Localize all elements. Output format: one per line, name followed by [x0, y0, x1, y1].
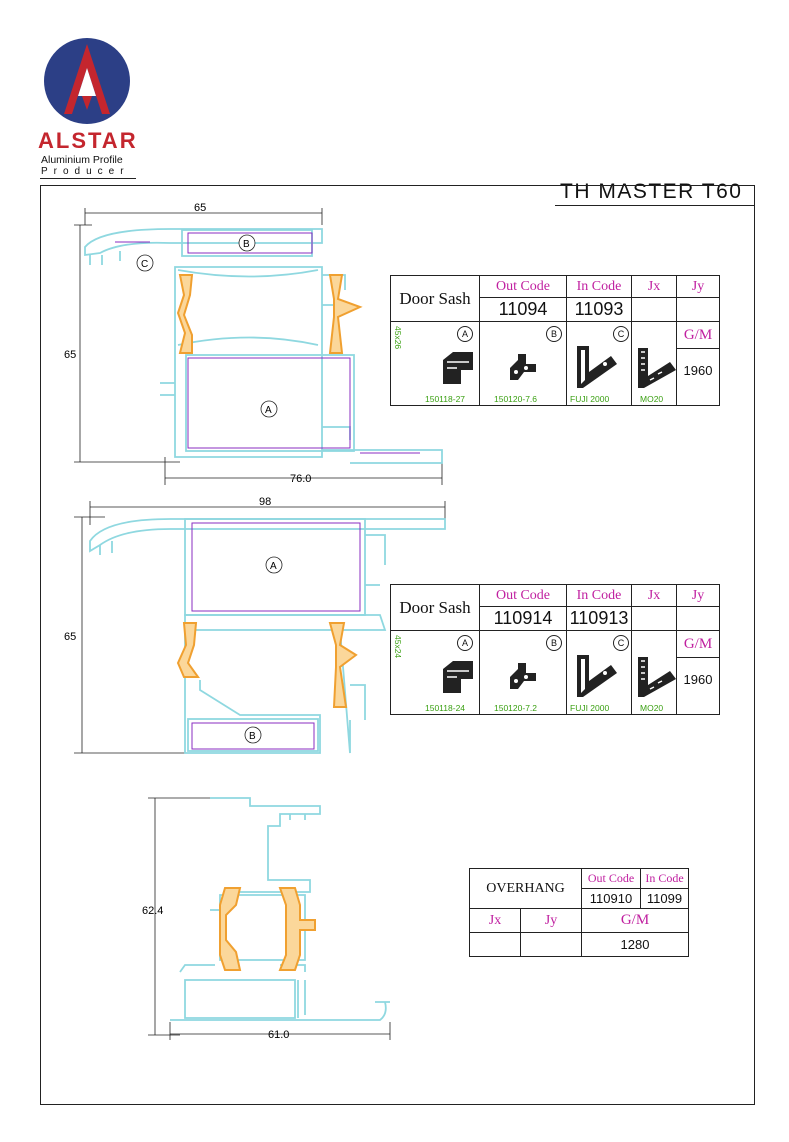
- header-in-code: In Code: [567, 276, 632, 298]
- header-jx: Jx: [470, 909, 521, 933]
- alstar-logo: [44, 38, 130, 124]
- gm-value: 1960: [683, 363, 713, 378]
- corner-bracket-icon: [571, 340, 621, 392]
- dim-top: 65: [194, 202, 207, 214]
- section1-dimension-lines: [74, 208, 442, 485]
- corner-key-icon: [632, 649, 678, 701]
- table-title: OVERHANG: [470, 869, 582, 909]
- header-jy: Jy: [677, 585, 720, 607]
- dim-bottom: 76.0: [290, 473, 312, 485]
- corner-key-icon: [632, 340, 678, 392]
- jx-value: [632, 298, 677, 322]
- side-label: 45x26: [393, 326, 403, 350]
- svg-text:C: C: [141, 259, 149, 270]
- brand-name: ALSTAR: [38, 128, 138, 153]
- jx-value: [632, 607, 677, 631]
- part-c-cell: C FUJI 2000: [567, 322, 632, 406]
- corner-cleat-icon: [439, 657, 479, 697]
- connector-icon: [506, 350, 540, 384]
- svg-text:A: A: [265, 405, 272, 416]
- out-code-value: 110910: [582, 889, 641, 909]
- dim-left: 65: [64, 631, 77, 643]
- logo-mark-icon: [44, 38, 130, 124]
- header-gm: G/M: [677, 631, 719, 658]
- dim-left: 65: [64, 349, 77, 361]
- part-a-cell: 45x26 A 150118-27: [391, 322, 480, 406]
- section3-spec-table: [469, 868, 689, 957]
- header-jx: Jx: [632, 585, 677, 607]
- header-jy: Jy: [521, 909, 582, 933]
- part-d-cell: MO20: [632, 631, 677, 715]
- header-in-code: In Code: [567, 585, 632, 607]
- part-b-cell: B 150120-7.2: [480, 631, 567, 715]
- jx-value: [470, 933, 521, 957]
- side-label: 45x24: [393, 635, 403, 659]
- part-c-cell: C FUJI 2000: [567, 631, 632, 715]
- header-out-code: Out Code: [480, 585, 567, 607]
- jy-value: [677, 298, 720, 322]
- brand-tagline-2: Producer: [41, 166, 130, 177]
- table-title: Door Sash: [391, 276, 480, 322]
- svg-text:B: B: [249, 731, 256, 742]
- gm-cell: [677, 631, 720, 715]
- section1-thermal-break: [178, 275, 360, 353]
- corner-bracket-icon: [571, 649, 621, 701]
- connector-icon: [506, 659, 540, 693]
- header-in-code: In Code: [641, 869, 689, 889]
- in-code-value: 11099: [641, 889, 689, 909]
- svg-text:A: A: [270, 561, 277, 572]
- brand-divider: [40, 178, 136, 179]
- page-title: TH MASTER T60: [560, 180, 743, 203]
- header-gm: G/M: [582, 909, 689, 933]
- jy-value: [521, 933, 582, 957]
- dim-bottom: 61.0: [268, 1029, 290, 1041]
- header-out-code: Out Code: [480, 276, 567, 298]
- section2-spec-table: [390, 584, 720, 715]
- header-out-code: Out Code: [582, 869, 641, 889]
- section2-thermal-break: [178, 623, 356, 707]
- part-d-cell: MO20: [632, 322, 677, 406]
- section1-spec-table: [390, 275, 720, 406]
- jy-value: [677, 607, 720, 631]
- gm-value: 1280: [582, 933, 689, 957]
- section3-drawing: [140, 790, 400, 1050]
- section3-thermal-break: [220, 888, 315, 970]
- section3-profile: [170, 798, 390, 1020]
- part-a-cell: 45x24 A 150118-24: [391, 631, 480, 715]
- dim-left: 62.4: [142, 905, 164, 917]
- gm-cell: [677, 322, 720, 406]
- dim-top: 98: [259, 496, 272, 508]
- out-code-value: 110914: [480, 607, 567, 631]
- header-jx: Jx: [632, 276, 677, 298]
- out-code-value: 11094: [480, 298, 567, 322]
- header-gm: G/M: [677, 322, 719, 349]
- corner-cleat-icon: [439, 348, 479, 388]
- in-code-value: 110913: [567, 607, 632, 631]
- gm-value: 1960: [683, 672, 713, 687]
- table-title: Door Sash: [391, 585, 480, 631]
- svg-text:B: B: [243, 239, 250, 250]
- header-jy: Jy: [677, 276, 720, 298]
- section1-inserts: [115, 233, 420, 453]
- in-code-value: 11093: [567, 298, 632, 322]
- part-b-cell: B 150120-7.6: [480, 322, 567, 406]
- brand-tagline-1: Aluminium Profile: [41, 154, 123, 166]
